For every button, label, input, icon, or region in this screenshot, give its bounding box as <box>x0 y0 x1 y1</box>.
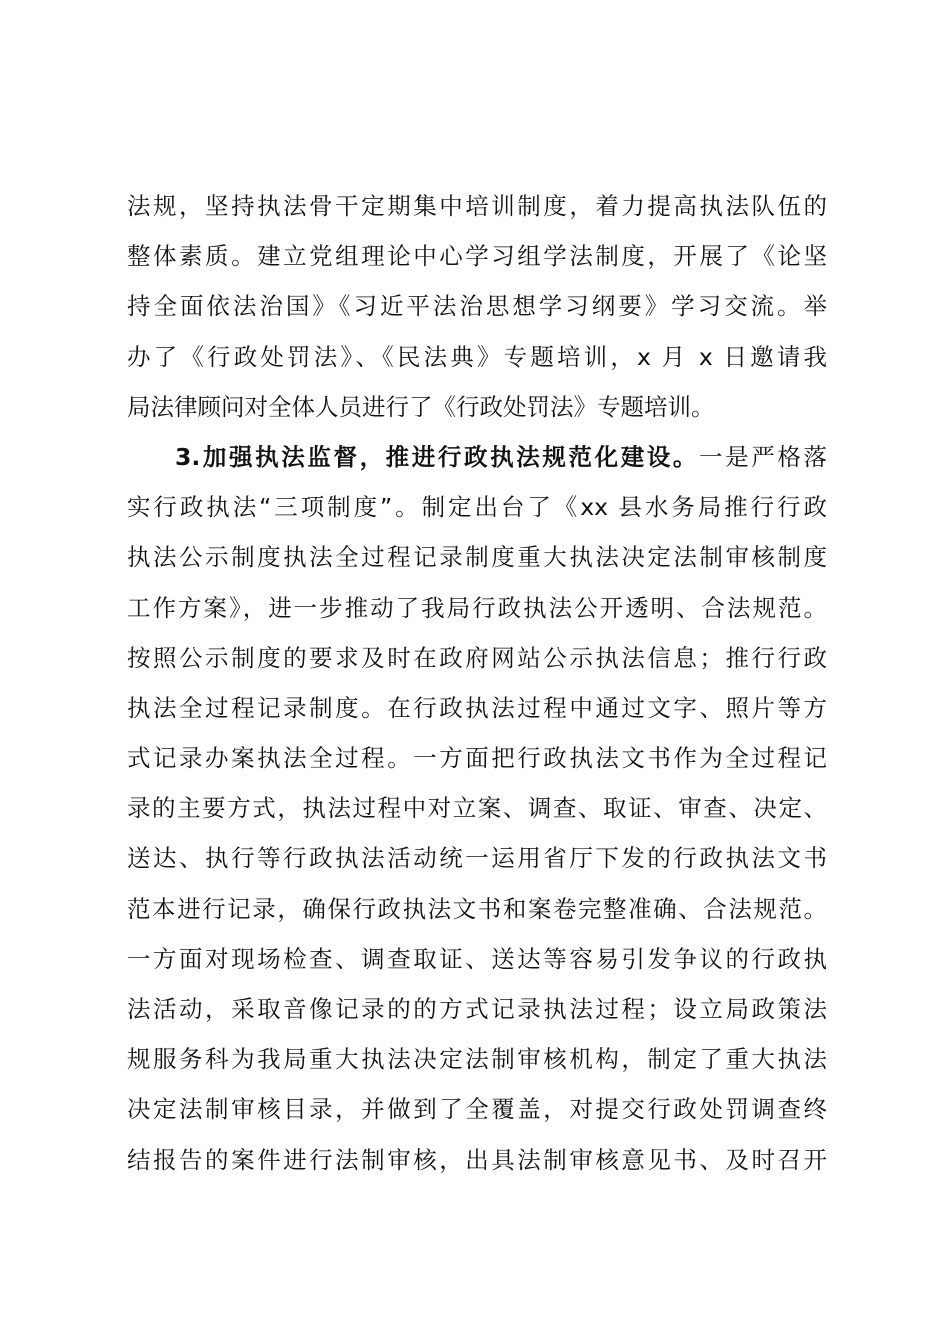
body-text <box>127 181 827 1185</box>
text-line: 法规，坚持执法骨干定期集中培训制度，着力提高执法队伍的 <box>127 192 827 220</box>
text-line: 整体素质。建立党组理论中心学习组学法制度，开展了《论坚 <box>127 242 827 271</box>
text-line: 录的主要方式，执法过程中对立案、调查、取证、审查、决定、 <box>127 794 827 823</box>
section-heading: 3.加强执法监督，推进行政执法规范化建设。 <box>175 442 700 471</box>
text-line: 法活动，采取音像记录的的方式记录执法过程；设立局政策法 <box>127 995 827 1023</box>
text-line: 执法全过程记录制度。在行政执法过程中通过文字、照片等方 <box>127 693 827 722</box>
text-line: 工作方案》，进一步推动了我局行政执法公开透明、合法规范。 <box>127 593 827 622</box>
text-line: 式记录办案执法全过程。一方面把行政执法文书作为全过程记 <box>127 744 827 773</box>
heading-continuation: 一是严格落 <box>699 442 827 471</box>
text-line: 执法公示制度执法全过程记录制度重大执法决定法制审核制度 <box>127 543 827 572</box>
text-line: 范本进行记录，确保行政执法文书和案卷完整准确、合法规范。 <box>127 894 827 923</box>
section-heading-line <box>127 432 827 482</box>
text-line: 局法律顾问对全体人员进行了《行政处罚法》专题培训。 <box>127 392 715 421</box>
text-line: 按照公示制度的要求及时在政府网站公示执法信息；推行行政 <box>127 643 827 672</box>
text-line: 持全面依法治国》《习近平法治思想学习纲要》学习交流。举 <box>127 292 827 321</box>
text-line: 一方面对现场检查、调查取证、送达等容易引发争议的行政执 <box>127 944 827 973</box>
text-line: 办了《行政处罚法》、《民法典》专题培训，x 月 x 日邀请我 <box>127 342 827 371</box>
text-line: 送达、执行等行政执法活动统一运用省厅下发的行政执法文书 <box>127 844 827 873</box>
text-line: 结报告的案件进行法制审核，出具法制审核意见书、及时召开 <box>127 1145 827 1174</box>
text-line: 规服务科为我局重大执法决定法制审核机构，制定了重大执法 <box>127 1045 827 1074</box>
text-line: 实行政执法“三项制度”。制定出台了《xx 县水务局推行行政 <box>127 493 827 522</box>
text-line: 决定法制审核目录，并做到了全覆盖，对提交行政处罚调查终 <box>127 1095 827 1124</box>
